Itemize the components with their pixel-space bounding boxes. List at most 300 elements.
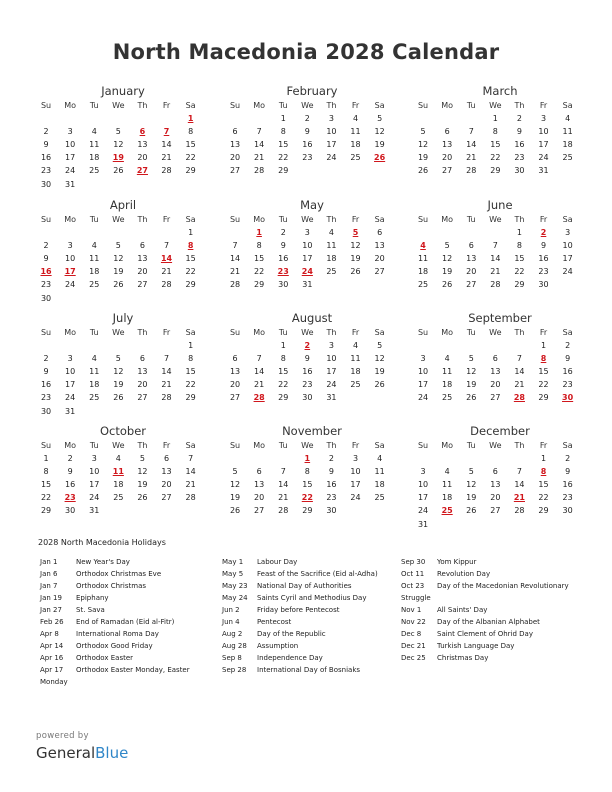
day-cell[interactable]: 3 — [565, 228, 571, 238]
day-cell[interactable]: 1 — [43, 454, 49, 464]
day-cell[interactable]: 19 — [466, 380, 477, 390]
day-cell[interactable]: 8 — [188, 354, 194, 364]
day-cell[interactable]: 23 — [40, 280, 52, 290]
day-cell[interactable]: 22 — [538, 493, 549, 503]
day-cell[interactable]: 25 — [89, 280, 100, 290]
day-cell[interactable]: 7 — [163, 241, 170, 251]
day-cell[interactable]: 14 — [278, 480, 289, 490]
day-cell[interactable]: 17 — [65, 380, 76, 390]
day-cell[interactable]: 29 — [538, 393, 549, 403]
day-cell[interactable]: 18 — [374, 480, 385, 490]
holiday-day-cell[interactable]: 21 — [513, 493, 525, 503]
day-cell[interactable]: 17 — [562, 254, 573, 264]
day-cell[interactable]: 31 — [65, 406, 76, 416]
day-cell[interactable]: 13 — [466, 254, 477, 264]
day-cell[interactable]: 20 — [254, 493, 265, 503]
day-cell[interactable]: 19 — [113, 267, 124, 277]
day-cell[interactable]: 26 — [350, 267, 361, 277]
day-cell[interactable]: 28 — [161, 166, 172, 176]
day-cell[interactable]: 9 — [328, 467, 334, 477]
day-cell[interactable]: 7 — [492, 241, 498, 251]
day-cell[interactable]: 23 — [562, 380, 573, 390]
holiday-day-cell[interactable]: 5 — [352, 228, 359, 238]
day-cell[interactable]: 6 — [232, 127, 238, 137]
day-cell[interactable]: 15 — [278, 367, 289, 377]
day-cell[interactable]: 12 — [374, 127, 385, 137]
holiday-day-cell[interactable]: 25 — [441, 506, 453, 516]
day-cell[interactable]: 19 — [350, 254, 361, 264]
day-cell[interactable]: 29 — [278, 166, 289, 176]
day-cell[interactable]: 31 — [326, 393, 337, 403]
day-cell[interactable]: 24 — [326, 153, 337, 163]
holiday-day-cell[interactable]: 1 — [256, 228, 262, 238]
day-cell[interactable]: 31 — [417, 519, 429, 529]
day-cell[interactable]: 19 — [113, 380, 124, 390]
day-cell[interactable]: 26 — [442, 280, 453, 290]
day-cell[interactable]: 20 — [466, 267, 477, 277]
day-cell[interactable]: 18 — [350, 140, 361, 150]
day-cell[interactable]: 13 — [161, 467, 172, 477]
holiday-day-cell[interactable]: 14 — [160, 254, 173, 264]
day-cell[interactable]: 18 — [562, 140, 573, 150]
day-cell[interactable]: 10 — [326, 127, 337, 137]
holiday-day-cell[interactable]: 1 — [304, 454, 311, 464]
day-cell[interactable]: 3 — [328, 114, 334, 124]
holiday-day-cell[interactable]: 23 — [64, 493, 76, 503]
day-cell[interactable]: 29 — [40, 506, 52, 516]
day-cell[interactable]: 2 — [565, 341, 571, 351]
day-cell[interactable]: 5 — [444, 241, 450, 251]
day-cell[interactable]: 21 — [185, 480, 196, 490]
day-cell[interactable]: 8 — [43, 467, 49, 477]
day-cell[interactable]: 9 — [565, 354, 571, 364]
day-cell[interactable]: 2 — [43, 241, 49, 251]
day-cell[interactable]: 8 — [188, 127, 194, 137]
day-cell[interactable]: 19 — [442, 267, 453, 277]
day-cell[interactable]: 21 — [278, 493, 289, 503]
day-cell[interactable]: 27 — [161, 493, 172, 503]
day-cell[interactable]: 31 — [538, 166, 549, 176]
day-cell[interactable]: 3 — [91, 454, 97, 464]
day-cell[interactable]: 17 — [538, 140, 549, 150]
day-cell[interactable]: 20 — [161, 480, 172, 490]
day-cell[interactable]: 13 — [137, 254, 148, 264]
day-cell[interactable]: 26 — [137, 493, 148, 503]
day-cell[interactable]: 10 — [350, 467, 361, 477]
day-cell[interactable]: 11 — [89, 367, 100, 377]
day-cell[interactable]: 29 — [278, 393, 289, 403]
day-cell[interactable]: 16 — [40, 380, 52, 390]
day-cell[interactable]: 5 — [115, 127, 121, 137]
day-cell[interactable]: 31 — [302, 280, 313, 290]
brand-logo[interactable] — [36, 744, 128, 762]
day-cell[interactable]: 15 — [278, 140, 289, 150]
day-cell[interactable]: 12 — [113, 367, 124, 377]
day-cell[interactable]: 15 — [185, 367, 196, 377]
day-cell[interactable]: 28 — [229, 280, 241, 290]
day-cell[interactable]: 28 — [161, 393, 172, 403]
day-cell[interactable]: 1 — [540, 454, 547, 464]
day-cell[interactable]: 12 — [442, 254, 453, 264]
day-cell[interactable]: 14 — [254, 367, 265, 377]
day-cell[interactable]: 5 — [420, 127, 426, 137]
day-cell[interactable]: 30 — [562, 506, 573, 516]
day-cell[interactable]: 16 — [514, 140, 525, 150]
day-cell[interactable]: 4 — [91, 127, 97, 137]
day-cell[interactable]: 5 — [377, 114, 383, 124]
day-cell[interactable]: 12 — [466, 367, 477, 377]
day-cell[interactable]: 8 — [492, 127, 498, 137]
day-cell[interactable]: 21 — [229, 267, 241, 277]
day-cell[interactable]: 11 — [417, 254, 429, 264]
day-cell[interactable]: 28 — [185, 493, 196, 503]
day-cell[interactable]: 12 — [137, 467, 148, 477]
day-cell[interactable]: 20 — [229, 153, 241, 163]
day-cell[interactable]: 14 — [254, 140, 265, 150]
day-cell[interactable]: 30 — [302, 393, 313, 403]
day-cell[interactable]: 23 — [40, 393, 52, 403]
day-cell[interactable]: 12 — [113, 254, 124, 264]
day-cell[interactable]: 30 — [538, 280, 549, 290]
day-cell[interactable]: 2 — [328, 454, 334, 464]
day-cell[interactable]: 7 — [232, 241, 238, 251]
holiday-day-cell[interactable]: 28 — [513, 393, 525, 403]
day-cell[interactable]: 6 — [139, 241, 145, 251]
day-cell[interactable]: 1 — [188, 228, 194, 238]
day-cell[interactable]: 26 — [466, 506, 477, 516]
day-cell[interactable]: 30 — [40, 293, 52, 303]
day-cell[interactable]: 3 — [328, 341, 334, 351]
day-cell[interactable]: 16 — [326, 480, 337, 490]
day-cell[interactable]: 22 — [490, 153, 501, 163]
day-cell[interactable]: 9 — [516, 127, 522, 137]
day-cell[interactable]: 13 — [374, 241, 385, 251]
day-cell[interactable]: 7 — [163, 354, 170, 364]
day-cell[interactable]: 28 — [466, 166, 477, 176]
day-cell[interactable]: 12 — [229, 480, 241, 490]
day-cell[interactable]: 6 — [444, 127, 450, 137]
day-cell[interactable]: 25 — [89, 166, 100, 176]
day-cell[interactable]: 25 — [442, 393, 453, 403]
day-cell[interactable]: 14 — [161, 367, 172, 377]
day-cell[interactable]: 2 — [516, 114, 522, 124]
day-cell[interactable]: 3 — [540, 114, 547, 124]
day-cell[interactable]: 9 — [43, 367, 49, 377]
day-cell[interactable]: 22 — [40, 493, 52, 503]
holiday-day-cell[interactable]: 1 — [187, 114, 194, 124]
day-cell[interactable]: 24 — [350, 493, 361, 503]
holiday-day-cell[interactable]: 7 — [163, 127, 170, 137]
day-cell[interactable]: 22 — [185, 153, 196, 163]
day-cell[interactable]: 22 — [278, 153, 289, 163]
holiday-day-cell[interactable]: 23 — [277, 267, 289, 277]
day-cell[interactable]: 24 — [89, 493, 100, 503]
day-cell[interactable]: 17 — [89, 480, 100, 490]
day-cell[interactable]: 14 — [185, 467, 196, 477]
day-cell[interactable]: 7 — [468, 127, 474, 137]
day-cell[interactable]: 7 — [516, 467, 522, 477]
day-cell[interactable]: 25 — [350, 380, 361, 390]
day-cell[interactable]: 14 — [161, 140, 172, 150]
day-cell[interactable]: 26 — [417, 166, 429, 176]
day-cell[interactable]: 6 — [256, 467, 262, 477]
holiday-day-cell[interactable]: 6 — [139, 127, 146, 137]
day-cell[interactable]: 10 — [417, 367, 429, 377]
day-cell[interactable]: 18 — [89, 380, 100, 390]
holiday-day-cell[interactable]: 28 — [253, 393, 265, 403]
day-cell[interactable]: 9 — [304, 354, 310, 364]
day-cell[interactable]: 10 — [326, 354, 337, 364]
day-cell[interactable]: 7 — [516, 354, 522, 364]
day-cell[interactable]: 4 — [565, 114, 571, 124]
day-cell[interactable]: 27 — [490, 393, 501, 403]
day-cell[interactable]: 20 — [229, 380, 241, 390]
day-cell[interactable]: 22 — [538, 380, 549, 390]
day-cell[interactable]: 8 — [256, 241, 262, 251]
day-cell[interactable]: 1 — [280, 341, 286, 351]
day-cell[interactable]: 1 — [492, 114, 498, 124]
day-cell[interactable]: 2 — [43, 127, 49, 137]
day-cell[interactable]: 14 — [466, 140, 477, 150]
day-cell[interactable]: 9 — [43, 140, 49, 150]
day-cell[interactable]: 28 — [254, 166, 265, 176]
day-cell[interactable]: 12 — [466, 480, 477, 490]
day-cell[interactable]: 2 — [565, 454, 571, 464]
day-cell[interactable]: 30 — [65, 506, 76, 516]
day-cell[interactable]: 18 — [442, 380, 453, 390]
day-cell[interactable]: 21 — [254, 380, 265, 390]
day-cell[interactable]: 23 — [302, 380, 313, 390]
day-cell[interactable]: 31 — [89, 506, 100, 516]
day-cell[interactable]: 21 — [466, 153, 477, 163]
day-cell[interactable]: 27 — [442, 166, 453, 176]
day-cell[interactable]: 16 — [65, 480, 76, 490]
day-cell[interactable]: 22 — [185, 380, 196, 390]
day-cell[interactable]: 26 — [113, 166, 124, 176]
day-cell[interactable]: 2 — [304, 114, 310, 124]
day-cell[interactable]: 21 — [514, 380, 525, 390]
day-cell[interactable]: 8 — [280, 354, 286, 364]
day-cell[interactable]: 27 — [229, 166, 241, 176]
day-cell[interactable]: 16 — [562, 480, 573, 490]
day-cell[interactable]: 3 — [304, 228, 310, 238]
day-cell[interactable]: 22 — [254, 267, 265, 277]
day-cell[interactable]: 27 — [374, 267, 385, 277]
day-cell[interactable]: 15 — [185, 254, 196, 264]
day-cell[interactable]: 12 — [350, 241, 361, 251]
day-cell[interactable]: 11 — [326, 241, 337, 251]
holiday-day-cell[interactable]: 8 — [540, 467, 547, 477]
day-cell[interactable]: 5 — [139, 454, 145, 464]
day-cell[interactable]: 22 — [514, 267, 525, 277]
day-cell[interactable]: 28 — [514, 506, 525, 516]
day-cell[interactable]: 18 — [89, 153, 100, 163]
day-cell[interactable]: 27 — [137, 393, 148, 403]
day-cell[interactable]: 23 — [562, 493, 573, 503]
day-cell[interactable]: 24 — [65, 280, 76, 290]
day-cell[interactable]: 18 — [113, 480, 124, 490]
holiday-day-cell[interactable]: 2 — [540, 228, 547, 238]
day-cell[interactable]: 17 — [326, 140, 337, 150]
day-cell[interactable]: 23 — [514, 153, 525, 163]
day-cell[interactable]: 24 — [538, 153, 549, 163]
day-cell[interactable]: 10 — [538, 127, 549, 137]
day-cell[interactable]: 3 — [67, 127, 73, 137]
day-cell[interactable]: 16 — [278, 254, 289, 264]
holiday-day-cell[interactable]: 4 — [420, 241, 426, 251]
day-cell[interactable]: 19 — [374, 140, 385, 150]
day-cell[interactable]: 7 — [188, 454, 194, 464]
day-cell[interactable]: 23 — [326, 493, 337, 503]
holiday-day-cell[interactable]: 8 — [540, 354, 547, 364]
day-cell[interactable]: 26 — [229, 506, 241, 516]
day-cell[interactable]: 10 — [302, 241, 313, 251]
holiday-day-cell[interactable]: 16 — [40, 267, 52, 277]
day-cell[interactable]: 1 — [280, 114, 286, 124]
day-cell[interactable]: 25 — [89, 393, 100, 403]
day-cell[interactable]: 3 — [420, 467, 426, 477]
day-cell[interactable]: 28 — [490, 280, 501, 290]
day-cell[interactable]: 3 — [352, 454, 359, 464]
day-cell[interactable]: 25 — [562, 153, 573, 163]
day-cell[interactable]: 3 — [420, 354, 426, 364]
day-cell[interactable]: 24 — [326, 380, 337, 390]
day-cell[interactable]: 29 — [185, 280, 196, 290]
day-cell[interactable]: 8 — [304, 467, 310, 477]
day-cell[interactable]: 25 — [326, 267, 337, 277]
day-cell[interactable]: 27 — [229, 393, 241, 403]
day-cell[interactable]: 5 — [468, 467, 474, 477]
day-cell[interactable]: 20 — [374, 254, 385, 264]
holiday-day-cell[interactable]: 26 — [374, 153, 386, 163]
day-cell[interactable]: 10 — [65, 367, 76, 377]
day-cell[interactable]: 24 — [562, 267, 573, 277]
day-cell[interactable]: 4 — [377, 454, 383, 464]
day-cell[interactable]: 27 — [254, 506, 265, 516]
day-cell[interactable]: 16 — [302, 140, 313, 150]
holiday-day-cell[interactable]: 2 — [304, 341, 311, 351]
day-cell[interactable]: 24 — [417, 393, 429, 403]
day-cell[interactable]: 10 — [65, 254, 76, 264]
day-cell[interactable]: 10 — [89, 467, 100, 477]
day-cell[interactable]: 16 — [538, 254, 549, 264]
day-cell[interactable]: 18 — [442, 493, 453, 503]
day-cell[interactable]: 7 — [280, 467, 286, 477]
holiday-day-cell[interactable]: 19 — [112, 153, 124, 163]
holiday-day-cell[interactable]: 11 — [112, 467, 124, 477]
day-cell[interactable]: 25 — [350, 153, 361, 163]
day-cell[interactable]: 3 — [67, 354, 73, 364]
day-cell[interactable]: 23 — [40, 166, 52, 176]
day-cell[interactable]: 20 — [137, 153, 148, 163]
day-cell[interactable]: 2 — [43, 354, 49, 364]
day-cell[interactable]: 29 — [254, 280, 265, 290]
day-cell[interactable]: 19 — [417, 153, 429, 163]
day-cell[interactable]: 20 — [137, 380, 148, 390]
day-cell[interactable]: 30 — [40, 406, 52, 416]
day-cell[interactable]: 12 — [113, 140, 124, 150]
day-cell[interactable]: 28 — [278, 506, 289, 516]
day-cell[interactable]: 15 — [254, 254, 265, 264]
day-cell[interactable]: 5 — [115, 354, 121, 364]
day-cell[interactable]: 6 — [377, 228, 383, 238]
day-cell[interactable]: 1 — [516, 228, 522, 238]
day-cell[interactable]: 29 — [538, 506, 549, 516]
day-cell[interactable]: 26 — [374, 380, 385, 390]
day-cell[interactable]: 20 — [442, 153, 453, 163]
day-cell[interactable]: 1 — [540, 341, 547, 351]
day-cell[interactable]: 18 — [417, 267, 429, 277]
day-cell[interactable]: 10 — [562, 241, 573, 251]
day-cell[interactable]: 29 — [514, 280, 525, 290]
day-cell[interactable]: 24 — [65, 393, 76, 403]
day-cell[interactable]: 17 — [350, 480, 361, 490]
day-cell[interactable]: 28 — [161, 280, 172, 290]
day-cell[interactable]: 2 — [67, 454, 73, 464]
day-cell[interactable]: 15 — [538, 480, 549, 490]
day-cell[interactable]: 11 — [350, 127, 361, 137]
day-cell[interactable]: 14 — [514, 367, 525, 377]
day-cell[interactable]: 9 — [304, 127, 310, 137]
day-cell[interactable]: 27 — [137, 280, 148, 290]
day-cell[interactable]: 11 — [89, 140, 100, 150]
day-cell[interactable]: 11 — [89, 254, 100, 264]
holiday-day-cell[interactable]: 30 — [562, 393, 574, 403]
day-cell[interactable]: 5 — [232, 467, 238, 477]
day-cell[interactable]: 6 — [232, 354, 238, 364]
day-cell[interactable]: 17 — [417, 493, 429, 503]
day-cell[interactable]: 6 — [492, 354, 498, 364]
day-cell[interactable]: 21 — [161, 267, 172, 277]
day-cell[interactable]: 15 — [538, 367, 549, 377]
day-cell[interactable]: 10 — [65, 140, 76, 150]
day-cell[interactable]: 3 — [67, 241, 73, 251]
day-cell[interactable]: 8 — [280, 127, 286, 137]
day-cell[interactable]: 11 — [562, 127, 573, 137]
day-cell[interactable]: 12 — [417, 140, 429, 150]
day-cell[interactable]: 25 — [374, 493, 385, 503]
day-cell[interactable]: 11 — [442, 480, 453, 490]
day-cell[interactable]: 15 — [185, 140, 196, 150]
day-cell[interactable]: 16 — [40, 153, 52, 163]
day-cell[interactable]: 14 — [490, 254, 501, 264]
day-cell[interactable]: 6 — [492, 467, 498, 477]
day-cell[interactable]: 16 — [302, 367, 313, 377]
day-cell[interactable]: 26 — [466, 393, 477, 403]
day-cell[interactable]: 13 — [490, 480, 501, 490]
holiday-day-cell[interactable]: 27 — [136, 166, 148, 176]
day-cell[interactable]: 21 — [161, 380, 172, 390]
day-cell[interactable]: 13 — [229, 367, 241, 377]
day-cell[interactable]: 15 — [302, 480, 313, 490]
day-cell[interactable]: 4 — [328, 228, 334, 238]
day-cell[interactable]: 29 — [185, 166, 196, 176]
day-cell[interactable]: 18 — [350, 367, 361, 377]
day-cell[interactable]: 17 — [65, 153, 76, 163]
day-cell[interactable]: 13 — [490, 367, 501, 377]
day-cell[interactable]: 25 — [417, 280, 429, 290]
day-cell[interactable]: 21 — [490, 267, 501, 277]
holiday-day-cell[interactable]: 8 — [187, 241, 194, 251]
day-cell[interactable]: 26 — [113, 393, 124, 403]
day-cell[interactable]: 22 — [185, 267, 196, 277]
day-cell[interactable]: 22 — [278, 380, 289, 390]
day-cell[interactable]: 5 — [377, 341, 383, 351]
day-cell[interactable]: 9 — [43, 254, 49, 264]
day-cell[interactable]: 11 — [350, 354, 361, 364]
day-cell[interactable]: 4 — [352, 114, 359, 124]
day-cell[interactable]: 12 — [374, 354, 385, 364]
